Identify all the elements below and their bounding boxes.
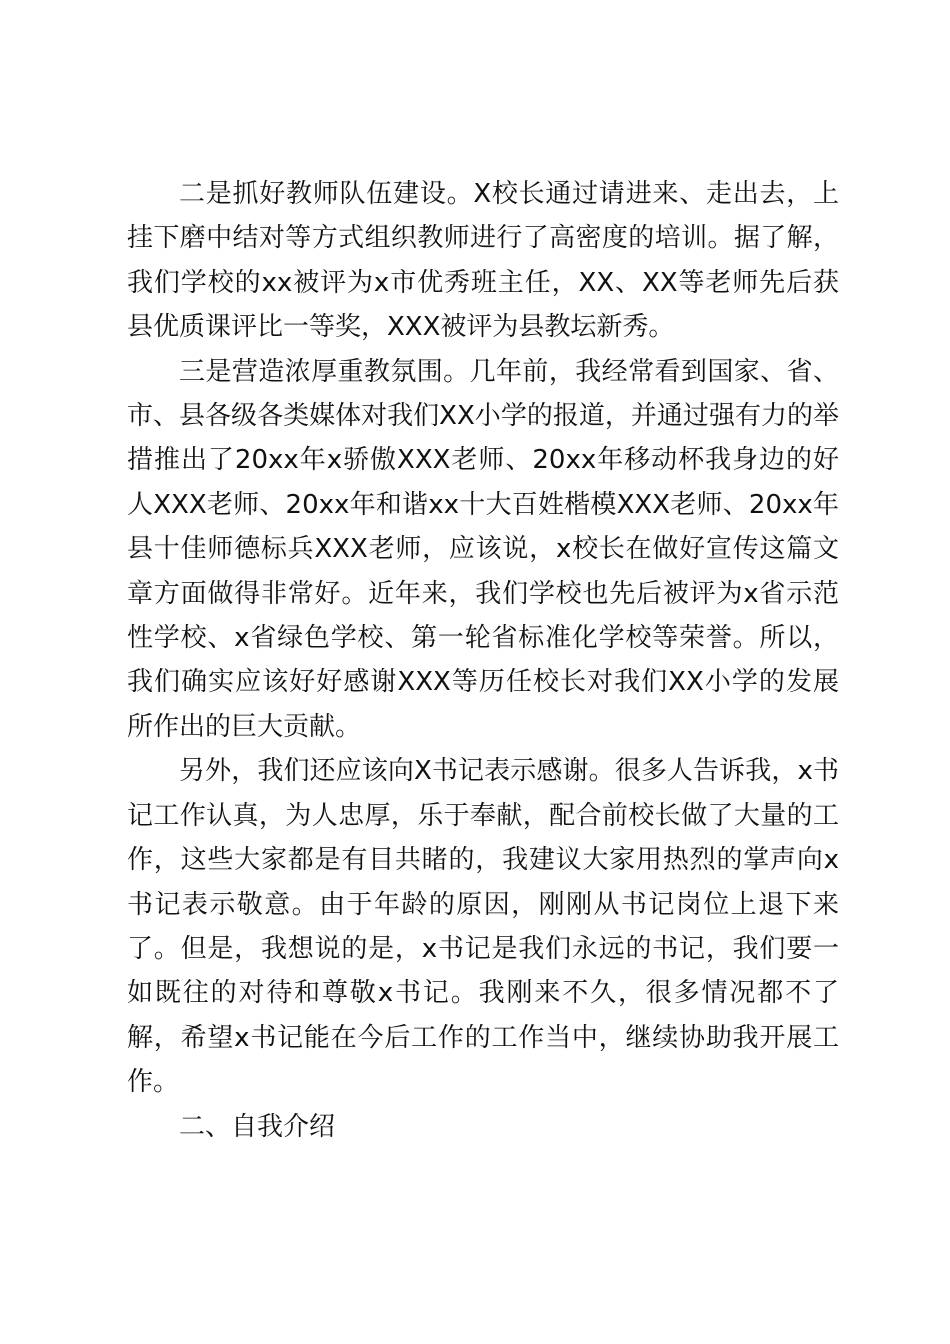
paragraph-education-atmosphere: 三是营造浓厚重教氛围。几年前，我经常看到国家、省、市、县各级各类媒体对我们XX小学的报道，并通过强有力的举措推出了20xx年x骄傲XXX老师、20xx年移动杯我身边的好人XXX老师、20xx年和谐xx十大百姓楷模XXX老师、20xx年县十佳师德标兵XXX老师，应该说，x校长在做好宣传这篇文章方面做得非常好。近年来，我们学校也先后被评为x省示范性学校、x省绿色学校、第一轮省标准化学校等荣誉。所以，我们确实应该好好感谢XXX等历任校长对我们XX小学的发展所作出的巨大贡献。 <box>127 356 839 742</box>
paragraph-thanks-secretary: 另外，我们还应该向X书记表示感谢。很多人告诉我，x书记工作认真，为人忠厚，乐于奉献，配合前校长做了大量的工作，这些大家都是有目共睹的，我建议大家用热烈的掌声向x书记表示敬意。由于年龄的原因，刚刚从书记岗位上退下来了。但是，我想说的是，x书记是我们永远的书记，我们要一如既往的对待和尊敬x书记。我刚来不久，很多情况都不了解，希望x书记能在今后工作的工作当中，继续协助我开展工作。 <box>127 756 839 1098</box>
document-body <box>127 172 839 1149</box>
section-heading: 二、自我介绍 <box>179 1111 336 1142</box>
paragraph-teacher-team: 二是抓好教师队伍建设。X校长通过请进来、走出去，上挂下磨中结对等方式组织教师进行了高密度的培训。据了解，我们学校的xx被评为x市优秀班主任，XX、XX等老师先后获县优质课评比一等奖，XXX被评为县教坛新秀。 <box>127 179 839 343</box>
